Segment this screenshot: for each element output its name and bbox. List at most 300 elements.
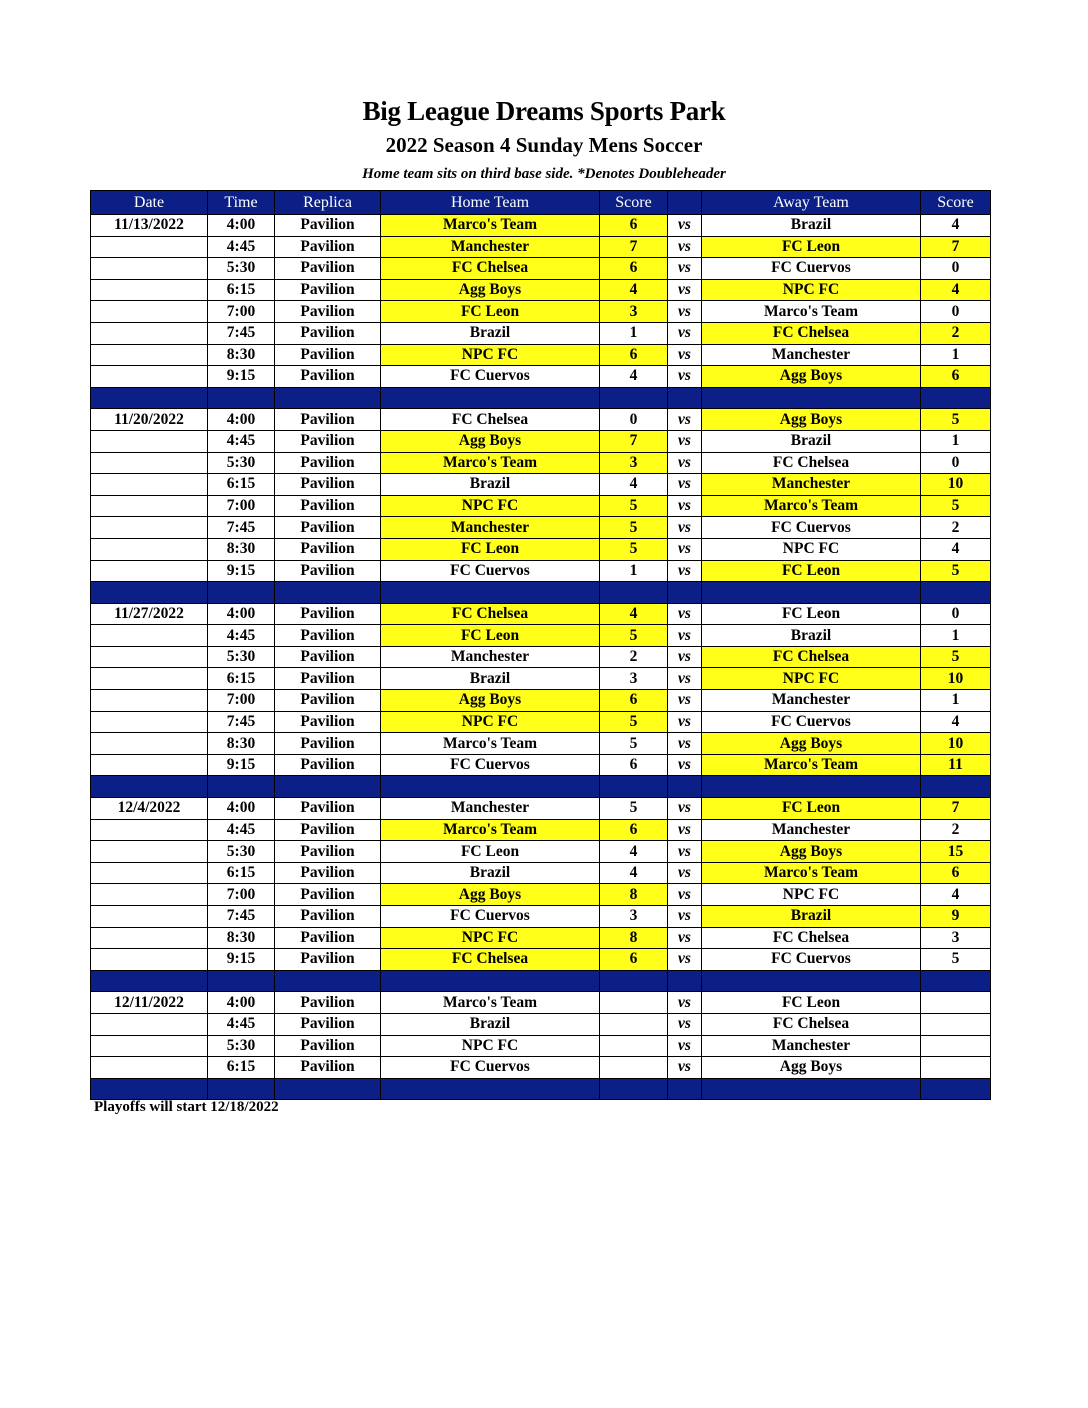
table-row: [91, 366, 991, 388]
date-cell: [91, 258, 208, 280]
home-score-cell: 1: [600, 560, 668, 582]
home-score-cell: 4: [600, 841, 668, 863]
time-cell: 7:45: [208, 711, 275, 733]
table-row: [91, 754, 991, 776]
date-cell: [91, 322, 208, 344]
away-score-cell: [921, 1057, 991, 1079]
time-cell: 4:00: [208, 992, 275, 1014]
vs-cell: vs: [668, 992, 702, 1014]
home-score-cell: 5: [600, 538, 668, 560]
home-team-cell: FC Leon: [381, 538, 600, 560]
home-score-cell: 8: [600, 884, 668, 906]
away-team-cell: FC Chelsea: [702, 322, 921, 344]
separator-cell: [208, 970, 275, 992]
time-cell: 9:15: [208, 560, 275, 582]
time-cell: 6:15: [208, 279, 275, 301]
field-cell: Pavilion: [275, 279, 381, 301]
separator-cell: [702, 1078, 921, 1100]
time-cell: 9:15: [208, 754, 275, 776]
table-row: [91, 646, 991, 668]
away-team-cell: NPC FC: [702, 884, 921, 906]
time-cell: 6:15: [208, 1057, 275, 1079]
table-row: [91, 1057, 991, 1079]
away-score-cell: 4: [921, 279, 991, 301]
date-cell: [91, 668, 208, 690]
away-score-cell: 5: [921, 409, 991, 431]
away-score-cell: 11: [921, 754, 991, 776]
separator-cell: [275, 1078, 381, 1100]
home-score-cell: 7: [600, 430, 668, 452]
time-cell: 5:30: [208, 646, 275, 668]
field-cell: Pavilion: [275, 841, 381, 863]
date-cell: 12/11/2022: [91, 992, 208, 1014]
away-score-cell: [921, 1013, 991, 1035]
separator-cell: [91, 1078, 208, 1100]
separator-cell: [668, 387, 702, 409]
date-cell: [91, 474, 208, 496]
home-score-cell: 6: [600, 949, 668, 971]
away-score-cell: 2: [921, 819, 991, 841]
date-cell: 11/20/2022: [91, 409, 208, 431]
away-team-cell: Manchester: [702, 474, 921, 496]
home-team-cell: FC Cuervos: [381, 1057, 600, 1079]
date-cell: [91, 279, 208, 301]
field-cell: Pavilion: [275, 646, 381, 668]
col-header-home-team: Home Team: [381, 191, 600, 215]
table-row: [91, 625, 991, 647]
separator-cell: [921, 582, 991, 604]
time-cell: 4:45: [208, 430, 275, 452]
home-score-cell: 6: [600, 690, 668, 712]
table-row: [91, 1035, 991, 1057]
away-team-cell: NPC FC: [702, 538, 921, 560]
away-score-cell: 0: [921, 258, 991, 280]
separator-cell: [381, 776, 600, 798]
date-cell: 11/27/2022: [91, 603, 208, 625]
away-score-cell: 4: [921, 215, 991, 237]
vs-cell: vs: [668, 1013, 702, 1035]
table-row: [91, 841, 991, 863]
home-score-cell: 6: [600, 344, 668, 366]
date-cell: [91, 819, 208, 841]
home-team-cell: Manchester: [381, 798, 600, 820]
time-cell: 7:00: [208, 301, 275, 323]
field-cell: Pavilion: [275, 862, 381, 884]
col-header-replica: Replica: [275, 191, 381, 215]
separator-cell: [702, 970, 921, 992]
home-team-cell: Brazil: [381, 322, 600, 344]
away-team-cell: Marco's Team: [702, 495, 921, 517]
field-cell: Pavilion: [275, 236, 381, 258]
separator-cell: [275, 776, 381, 798]
time-cell: 4:45: [208, 625, 275, 647]
table-row: [91, 862, 991, 884]
time-cell: 7:45: [208, 906, 275, 928]
home-team-cell: Brazil: [381, 668, 600, 690]
home-score-cell: 6: [600, 819, 668, 841]
separator-cell: [600, 387, 668, 409]
date-cell: 12/4/2022: [91, 798, 208, 820]
vs-cell: vs: [668, 344, 702, 366]
time-cell: 5:30: [208, 841, 275, 863]
field-cell: Pavilion: [275, 754, 381, 776]
home-team-cell: Marco's Team: [381, 215, 600, 237]
date-cell: [91, 927, 208, 949]
separator-cell: [921, 387, 991, 409]
date-cell: [91, 733, 208, 755]
separator-cell: [702, 387, 921, 409]
col-header-time: Time: [208, 191, 275, 215]
away-score-cell: 15: [921, 841, 991, 863]
home-team-cell: NPC FC: [381, 927, 600, 949]
time-cell: 7:00: [208, 884, 275, 906]
home-team-cell: FC Chelsea: [381, 603, 600, 625]
vs-cell: vs: [668, 560, 702, 582]
home-team-cell: Brazil: [381, 474, 600, 496]
away-score-cell: [921, 1035, 991, 1057]
away-score-cell: 0: [921, 452, 991, 474]
field-cell: Pavilion: [275, 927, 381, 949]
home-team-cell: Marco's Team: [381, 992, 600, 1014]
vs-cell: vs: [668, 279, 702, 301]
table-row: [91, 690, 991, 712]
home-team-cell: FC Cuervos: [381, 560, 600, 582]
field-cell: Pavilion: [275, 430, 381, 452]
away-score-cell: 4: [921, 884, 991, 906]
away-team-cell: Marco's Team: [702, 862, 921, 884]
away-score-cell: [921, 992, 991, 1014]
away-team-cell: FC Cuervos: [702, 517, 921, 539]
field-cell: Pavilion: [275, 344, 381, 366]
separator-cell: [208, 1078, 275, 1100]
time-cell: 4:00: [208, 603, 275, 625]
date-cell: [91, 452, 208, 474]
home-score-cell: 5: [600, 495, 668, 517]
home-score-cell: 8: [600, 927, 668, 949]
home-score-cell: 3: [600, 452, 668, 474]
home-score-cell: [600, 1035, 668, 1057]
table-row: [91, 733, 991, 755]
separator-cell: [208, 776, 275, 798]
vs-cell: vs: [668, 927, 702, 949]
field-cell: Pavilion: [275, 301, 381, 323]
vs-cell: vs: [668, 409, 702, 431]
date-cell: [91, 344, 208, 366]
away-score-cell: 10: [921, 474, 991, 496]
vs-cell: vs: [668, 711, 702, 733]
home-score-cell: 7: [600, 236, 668, 258]
home-score-cell: 5: [600, 625, 668, 647]
week-separator-row: [91, 776, 991, 798]
away-score-cell: 7: [921, 236, 991, 258]
time-cell: 6:15: [208, 862, 275, 884]
home-team-cell: FC Cuervos: [381, 754, 600, 776]
week-separator-row: [91, 582, 991, 604]
table-row: [91, 1013, 991, 1035]
home-score-cell: 4: [600, 474, 668, 496]
home-team-cell: Marco's Team: [381, 452, 600, 474]
time-cell: 4:45: [208, 1013, 275, 1035]
table-row: [91, 301, 991, 323]
away-score-cell: 7: [921, 798, 991, 820]
table-row: [91, 495, 991, 517]
home-team-cell: Manchester: [381, 236, 600, 258]
away-team-cell: FC Leon: [702, 798, 921, 820]
field-cell: Pavilion: [275, 884, 381, 906]
away-team-cell: FC Cuervos: [702, 258, 921, 280]
home-team-cell: FC Cuervos: [381, 366, 600, 388]
table-row: [91, 474, 991, 496]
field-cell: Pavilion: [275, 625, 381, 647]
separator-cell: [381, 970, 600, 992]
time-cell: 8:30: [208, 344, 275, 366]
away-team-cell: Manchester: [702, 1035, 921, 1057]
vs-cell: vs: [668, 215, 702, 237]
vs-cell: vs: [668, 690, 702, 712]
home-score-cell: 4: [600, 603, 668, 625]
time-cell: 8:30: [208, 538, 275, 560]
date-cell: [91, 754, 208, 776]
time-cell: 6:15: [208, 668, 275, 690]
away-team-cell: Agg Boys: [702, 1057, 921, 1079]
field-cell: Pavilion: [275, 258, 381, 280]
away-team-cell: Manchester: [702, 690, 921, 712]
table-row: [91, 236, 991, 258]
home-team-cell: FC Leon: [381, 841, 600, 863]
home-score-cell: 5: [600, 517, 668, 539]
home-score-cell: 4: [600, 279, 668, 301]
home-score-cell: 5: [600, 798, 668, 820]
home-score-cell: [600, 992, 668, 1014]
field-cell: Pavilion: [275, 517, 381, 539]
separator-cell: [91, 776, 208, 798]
away-team-cell: Marco's Team: [702, 301, 921, 323]
field-cell: Pavilion: [275, 668, 381, 690]
away-score-cell: 6: [921, 862, 991, 884]
week-separator-row: [91, 1078, 991, 1100]
table-row: [91, 344, 991, 366]
home-score-cell: 6: [600, 258, 668, 280]
away-score-cell: 4: [921, 538, 991, 560]
field-cell: Pavilion: [275, 1035, 381, 1057]
table-row: [91, 409, 991, 431]
field-cell: Pavilion: [275, 495, 381, 517]
vs-cell: vs: [668, 322, 702, 344]
away-team-cell: FC Leon: [702, 560, 921, 582]
date-cell: [91, 862, 208, 884]
away-team-cell: NPC FC: [702, 668, 921, 690]
field-cell: Pavilion: [275, 215, 381, 237]
separator-cell: [91, 970, 208, 992]
home-team-cell: Agg Boys: [381, 279, 600, 301]
away-team-cell: FC Chelsea: [702, 1013, 921, 1035]
vs-cell: vs: [668, 668, 702, 690]
separator-cell: [921, 970, 991, 992]
field-cell: Pavilion: [275, 992, 381, 1014]
home-team-cell: Manchester: [381, 646, 600, 668]
date-cell: [91, 560, 208, 582]
away-score-cell: 1: [921, 344, 991, 366]
separator-cell: [600, 776, 668, 798]
date-cell: [91, 906, 208, 928]
separator-cell: [91, 582, 208, 604]
home-team-cell: Agg Boys: [381, 430, 600, 452]
separator-cell: [668, 970, 702, 992]
home-team-cell: FC Chelsea: [381, 949, 600, 971]
field-cell: Pavilion: [275, 690, 381, 712]
home-team-cell: NPC FC: [381, 344, 600, 366]
time-cell: 8:30: [208, 733, 275, 755]
time-cell: 7:00: [208, 495, 275, 517]
date-cell: [91, 690, 208, 712]
home-score-cell: 3: [600, 906, 668, 928]
date-cell: [91, 625, 208, 647]
date-cell: [91, 1035, 208, 1057]
time-cell: 5:30: [208, 452, 275, 474]
away-team-cell: Brazil: [702, 906, 921, 928]
away-team-cell: Agg Boys: [702, 841, 921, 863]
field-cell: Pavilion: [275, 603, 381, 625]
home-team-cell: NPC FC: [381, 1035, 600, 1057]
vs-cell: vs: [668, 949, 702, 971]
date-cell: [91, 236, 208, 258]
vs-cell: vs: [668, 862, 702, 884]
field-cell: Pavilion: [275, 560, 381, 582]
field-cell: Pavilion: [275, 798, 381, 820]
header-row: [91, 191, 991, 215]
away-score-cell: 1: [921, 690, 991, 712]
time-cell: 9:15: [208, 366, 275, 388]
field-cell: Pavilion: [275, 538, 381, 560]
separator-cell: [91, 387, 208, 409]
date-cell: [91, 884, 208, 906]
away-team-cell: Agg Boys: [702, 366, 921, 388]
separator-cell: [381, 582, 600, 604]
field-cell: Pavilion: [275, 819, 381, 841]
separator-cell: [921, 1078, 991, 1100]
vs-cell: vs: [668, 841, 702, 863]
away-team-cell: FC Chelsea: [702, 452, 921, 474]
away-score-cell: 10: [921, 668, 991, 690]
col-header-date: Date: [91, 191, 208, 215]
away-team-cell: Brazil: [702, 430, 921, 452]
away-team-cell: NPC FC: [702, 279, 921, 301]
vs-cell: vs: [668, 495, 702, 517]
home-team-cell: FC Chelsea: [381, 258, 600, 280]
away-team-cell: Marco's Team: [702, 754, 921, 776]
table-row: [91, 258, 991, 280]
away-team-cell: FC Leon: [702, 603, 921, 625]
separator-cell: [381, 1078, 600, 1100]
week-separator-row: [91, 387, 991, 409]
separator-cell: [668, 776, 702, 798]
separator-cell: [668, 582, 702, 604]
home-team-cell: Agg Boys: [381, 884, 600, 906]
away-team-cell: Manchester: [702, 344, 921, 366]
home-team-cell: Manchester: [381, 517, 600, 539]
vs-cell: vs: [668, 258, 702, 280]
separator-cell: [702, 776, 921, 798]
time-cell: 8:30: [208, 927, 275, 949]
date-cell: [91, 495, 208, 517]
away-score-cell: 5: [921, 560, 991, 582]
away-score-cell: 9: [921, 906, 991, 928]
date-cell: [91, 711, 208, 733]
away-score-cell: 2: [921, 322, 991, 344]
home-score-cell: 5: [600, 711, 668, 733]
home-score-cell: 1: [600, 322, 668, 344]
vs-cell: vs: [668, 517, 702, 539]
table-row: [91, 603, 991, 625]
date-cell: [91, 841, 208, 863]
week-separator-row: [91, 970, 991, 992]
home-team-cell: FC Leon: [381, 301, 600, 323]
separator-cell: [668, 1078, 702, 1100]
home-score-cell: 5: [600, 733, 668, 755]
col-header-vs: [668, 191, 702, 215]
away-team-cell: FC Leon: [702, 236, 921, 258]
home-team-cell: Brazil: [381, 862, 600, 884]
time-cell: 7:45: [208, 322, 275, 344]
away-team-cell: FC Cuervos: [702, 711, 921, 733]
separator-cell: [275, 582, 381, 604]
field-cell: Pavilion: [275, 1013, 381, 1035]
vs-cell: vs: [668, 733, 702, 755]
separator-cell: [381, 387, 600, 409]
time-cell: 5:30: [208, 258, 275, 280]
separator-cell: [702, 582, 921, 604]
vs-cell: vs: [668, 430, 702, 452]
away-score-cell: 6: [921, 366, 991, 388]
time-cell: 4:45: [208, 819, 275, 841]
away-team-cell: FC Cuervos: [702, 949, 921, 971]
field-cell: Pavilion: [275, 949, 381, 971]
away-score-cell: 4: [921, 711, 991, 733]
separator-cell: [208, 582, 275, 604]
page-subtitle: 2022 Season 4 Sunday Mens Soccer: [385, 133, 703, 157]
schedule-table: [90, 190, 991, 1100]
schedule-body: [91, 215, 991, 1100]
field-cell: Pavilion: [275, 733, 381, 755]
table-row: [91, 992, 991, 1014]
table-row: [91, 711, 991, 733]
home-score-cell: 3: [600, 301, 668, 323]
away-score-cell: 3: [921, 927, 991, 949]
home-team-cell: NPC FC: [381, 495, 600, 517]
table-row: [91, 798, 991, 820]
table-row: [91, 322, 991, 344]
away-team-cell: Brazil: [702, 215, 921, 237]
time-cell: 9:15: [208, 949, 275, 971]
vs-cell: vs: [668, 646, 702, 668]
home-team-cell: Brazil: [381, 1013, 600, 1035]
separator-cell: [275, 387, 381, 409]
vs-cell: vs: [668, 603, 702, 625]
away-team-cell: FC Chelsea: [702, 646, 921, 668]
away-team-cell: Brazil: [702, 625, 921, 647]
date-cell: [91, 517, 208, 539]
col-header-away-score: Score: [921, 191, 991, 215]
field-cell: Pavilion: [275, 1057, 381, 1079]
home-score-cell: 4: [600, 366, 668, 388]
vs-cell: vs: [668, 798, 702, 820]
vs-cell: vs: [668, 301, 702, 323]
table-row: [91, 452, 991, 474]
playoffs-note: Playoffs will start 12/18/2022: [94, 1099, 279, 1115]
vs-cell: vs: [668, 906, 702, 928]
away-team-cell: Agg Boys: [702, 733, 921, 755]
date-cell: [91, 646, 208, 668]
